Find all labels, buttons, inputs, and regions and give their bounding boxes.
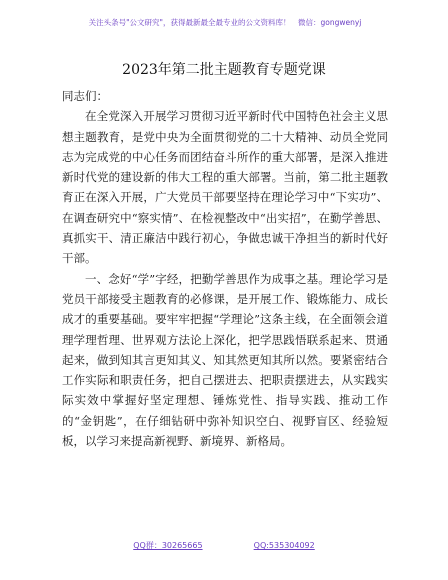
document-title: 2023年第二批主题教育专题党课 xyxy=(122,62,326,78)
qq-group-link[interactable]: QQ群：30265665 xyxy=(133,541,203,550)
qq-number-link[interactable]: QQ:535304092 xyxy=(253,541,315,550)
header-promo-link[interactable]: 关注头条号"公文研究"，获得最新最全最专业的公文资料库！ 微信：gongwenyj xyxy=(88,18,362,27)
document-body xyxy=(62,86,388,451)
footer-contacts xyxy=(0,540,448,551)
salutation: 同志们： xyxy=(62,89,108,103)
paragraph-intro: 在全党深入开展学习贯彻习近平新时代中国特色社会主义思想主题教育，是党中央为全面贯彻党的二十大精神、动员全党同志为完成党的中心任务而团结奋斗所作的重大部署，是深入推进新时代党的建设新的伟大工程的重大部署。当前，第二批主题教育正在深入开展，广大党员干部要坚持在理论学习中“下实功”、在调查研究中“察实情”、在检视整改中“出实招”，在勤学善思、真抓实干、清正廉洁中践行初心，争做忠诚干净担当的新时代好干部。 xyxy=(62,109,388,266)
paragraph-section-one: 一、念好“学”字经，把勤学善思作为成事之基。理论学习是党员干部接受主题教育的必修课，是开展工作、锻炼能力、成长成才的重要基础。要牢牢把握“学理论”这条主线，在全面领会道理学理哲理、世界观方法论上深化，把学思践悟联系起来、贯通起来，做到知其言更知其义、知其然更知其所以然。要紧密结合工作实际和职责任务，把自己摆进去、把职责摆进去，从实践实际实效中掌握好坚定理想、锤炼党性、指导实践、推动工作的“金钥匙”，在仔细钻研中弥补知识空白、视野盲区、经验短板，以学习来提高新视野、新境界、新格局。 xyxy=(62,271,388,449)
